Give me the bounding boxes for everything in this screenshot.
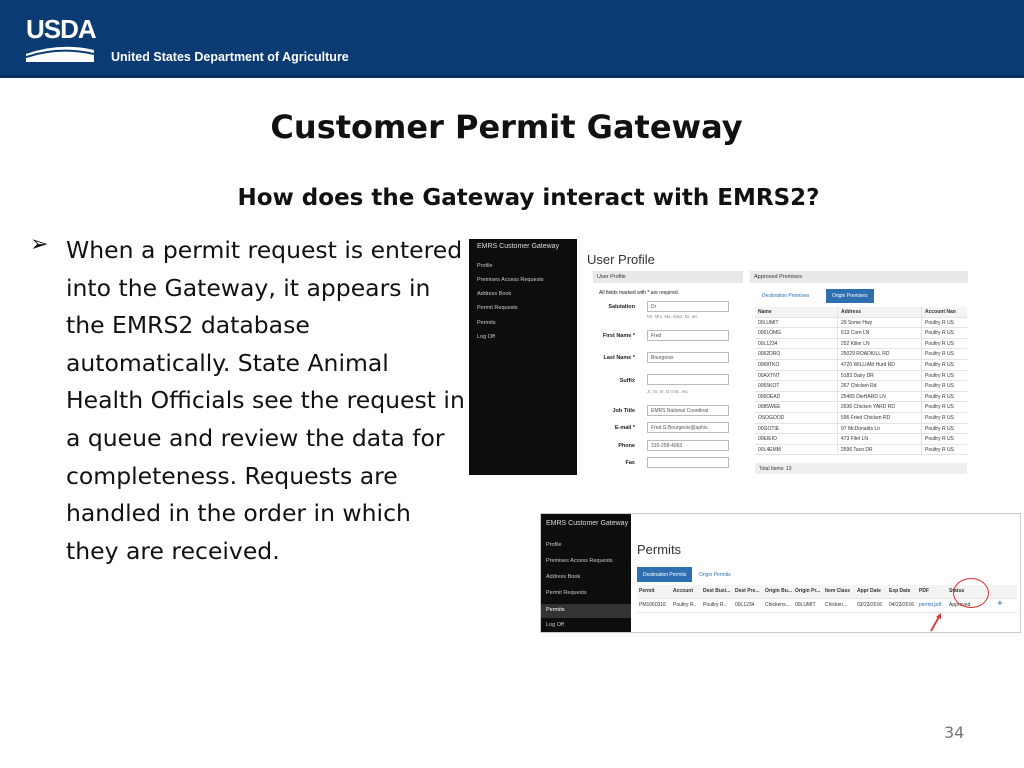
column-header[interactable]: Dest Busi... bbox=[703, 588, 731, 594]
column-header[interactable]: Account bbox=[673, 588, 693, 594]
page-number: 34 bbox=[944, 723, 965, 742]
suffix-field[interactable] bbox=[647, 374, 729, 385]
table-row[interactable] bbox=[755, 434, 967, 445]
tab-destination-permits[interactable]: Destination Permits bbox=[637, 567, 692, 582]
slide-subtitle: How does the Gateway interact with EMRS2? bbox=[237, 185, 820, 211]
salutation-field[interactable]: Dr bbox=[647, 301, 729, 312]
table-cell: 00L1234 bbox=[735, 602, 755, 608]
gateway-brand: EMRS Customer Gateway bbox=[477, 243, 560, 250]
sidebar-item-permit-requests[interactable]: Permit Requests bbox=[477, 305, 518, 311]
premises-name-cell: 00LUMIT bbox=[758, 319, 779, 326]
permit-pdf-link[interactable]: permit.pdf bbox=[919, 602, 942, 608]
column-header[interactable]: Origin Pr... bbox=[795, 588, 821, 594]
permits-heading: Permits bbox=[637, 542, 682, 557]
premises-address-cell: 267 Chicken Rd bbox=[837, 381, 921, 391]
column-header-address[interactable]: Address bbox=[837, 307, 921, 317]
premises-name-cell: 00GOTIE bbox=[758, 425, 780, 432]
table-cell: 00LUMIT bbox=[795, 602, 816, 608]
premises-account-cell: Poultry R US bbox=[921, 349, 967, 359]
tab-origin-premises[interactable]: Origin Premises bbox=[826, 289, 874, 303]
sidebar-item-profile[interactable]: Profile bbox=[546, 542, 562, 548]
sidebar-item-permits[interactable]: Permits bbox=[477, 320, 496, 326]
table-cell: Chickens... bbox=[765, 602, 790, 608]
first-name-label: First Name * bbox=[602, 333, 635, 339]
table-row[interactable] bbox=[755, 328, 967, 339]
email-field[interactable]: Fred.G.Bourgeois@aphis. bbox=[647, 422, 729, 433]
sidebar-item-permit-requests[interactable]: Permit Requests bbox=[546, 590, 587, 596]
column-header[interactable]: Appr Date bbox=[857, 588, 881, 594]
column-header-account[interactable]: Account Nan bbox=[921, 307, 967, 317]
bullet-arrow-icon: ➢ bbox=[30, 232, 49, 257]
premises-name-cell: 0085WEE bbox=[758, 404, 781, 411]
add-icon[interactable]: + bbox=[997, 599, 1003, 607]
premises-address-cell: 97 McDonalds Ln bbox=[837, 424, 921, 434]
status-cell: Approved bbox=[949, 602, 971, 608]
table-row[interactable] bbox=[755, 392, 967, 403]
suffix-hint: Jr, Sr, III, D.V.M., etc bbox=[647, 389, 688, 394]
column-header[interactable]: Status bbox=[949, 588, 965, 594]
sidebar-item-premises-access[interactable]: Premises Access Requests bbox=[477, 277, 544, 283]
premises-account-cell: Poultry R US bbox=[921, 339, 967, 349]
premises-name-cell: 00AXTNT bbox=[758, 372, 780, 379]
gateway-sidebar bbox=[541, 514, 631, 632]
status-highlight-circle bbox=[953, 578, 989, 608]
premises-address-cell: 25465 DieHARD LN bbox=[837, 392, 921, 402]
premises-account-cell: Poultry R US bbox=[921, 413, 967, 423]
gateway-brand: EMRS Customer Gateway bbox=[546, 520, 629, 527]
sidebar-item-profile[interactable]: Profile bbox=[477, 263, 493, 269]
table-header-row bbox=[755, 307, 967, 318]
premises-address-cell: 252 Killer LN bbox=[837, 339, 921, 349]
usda-logo-text: USDA bbox=[26, 14, 96, 44]
slide-title: Customer Permit Gateway bbox=[270, 108, 743, 146]
email-label: E-mail * bbox=[614, 425, 635, 431]
user-profile-panel-header: User Profile bbox=[593, 271, 743, 283]
column-header[interactable]: Dest Pre... bbox=[735, 588, 760, 594]
tab-destination-premises[interactable]: Destination Premises bbox=[762, 293, 810, 299]
premises-name-cell: 00L1234 bbox=[758, 340, 778, 347]
premises-address-cell: 25029 ROADKILL RD bbox=[837, 349, 921, 359]
table-row[interactable] bbox=[755, 349, 967, 360]
sidebar-item-address-book[interactable]: Address Book bbox=[546, 574, 581, 580]
table-cell: PM1060316 bbox=[639, 602, 666, 608]
last-name-label: Last Name * bbox=[603, 355, 635, 361]
premises-address-cell: 5183 Dairy DR bbox=[837, 371, 921, 381]
table-cell: Chicken... bbox=[825, 602, 848, 608]
premises-address-cell: 2636 Chicken YARD RD bbox=[837, 402, 921, 412]
table-row[interactable] bbox=[755, 413, 967, 424]
arrow-icon bbox=[929, 612, 943, 632]
premises-address-cell: 29 Some Hwy bbox=[837, 318, 921, 328]
premises-name-cell: 00EIEIO bbox=[758, 436, 777, 443]
approved-premises-header: Approved Premises bbox=[750, 271, 968, 283]
permits-screenshot bbox=[540, 513, 1021, 633]
premises-account-cell: Poultry R US bbox=[921, 328, 967, 338]
premises-name-cell: OSOGOOD bbox=[758, 414, 785, 421]
usda-swoosh-icon bbox=[26, 44, 94, 62]
total-items: Total Items: 13 bbox=[755, 463, 967, 474]
department-name: United States Department of Agriculture bbox=[111, 50, 349, 64]
premises-name-cell: 006DEAD bbox=[758, 393, 781, 400]
premises-account-cell: Poultry R US bbox=[921, 402, 967, 412]
table-cell: Poultry R.. bbox=[673, 602, 697, 608]
first-name-field[interactable]: Fred bbox=[647, 330, 729, 341]
fax-field[interactable] bbox=[647, 457, 729, 468]
fax-label: Fax bbox=[625, 460, 635, 466]
tab-origin-permits[interactable]: Origin Permits bbox=[699, 572, 731, 578]
column-header[interactable]: Exp Date bbox=[889, 588, 911, 594]
column-header[interactable]: Permit bbox=[639, 588, 655, 594]
table-row[interactable] bbox=[755, 381, 967, 392]
premises-address-cell: 613 Corn LN bbox=[837, 328, 921, 338]
job-title-label: Job Title bbox=[612, 408, 635, 414]
table-row[interactable] bbox=[755, 371, 967, 382]
salutation-label: Salutation bbox=[608, 304, 635, 310]
table-row[interactable] bbox=[755, 402, 967, 413]
premises-account-cell: Poultry R US bbox=[921, 434, 967, 444]
premises-account-cell: Poultry R US bbox=[921, 424, 967, 434]
salutation-hint: Mr, Mrs, Ms, Miss, Dr, etc bbox=[647, 314, 698, 319]
column-header[interactable]: Item Class bbox=[825, 588, 851, 594]
user-profile-heading: User Profile bbox=[587, 252, 655, 267]
phone-label: Phone bbox=[618, 443, 635, 449]
premises-account-cell: Poultry R US bbox=[921, 445, 967, 455]
table-cell: 03/23/2016 bbox=[857, 602, 883, 608]
job-title-field[interactable]: EMRS National Coordinat bbox=[647, 405, 729, 416]
premises-name-cell: 0062DRO bbox=[758, 351, 781, 358]
usda-banner bbox=[0, 0, 1024, 78]
premises-account-cell: Poultry R US bbox=[921, 381, 967, 391]
table-row[interactable] bbox=[755, 360, 967, 371]
required-note: All fields marked with * are required. bbox=[599, 290, 680, 296]
table-row[interactable] bbox=[755, 339, 967, 350]
premises-account-cell: Poultry R US bbox=[921, 371, 967, 381]
user-profile-screenshot bbox=[469, 239, 969, 475]
premises-address-cell: 596 Fried Chicken RD bbox=[837, 413, 921, 423]
premises-address-cell: 473 Filet LN bbox=[837, 434, 921, 444]
premises-account-cell: Poultry R US bbox=[921, 360, 967, 370]
sidebar-item-address-book[interactable]: Address Book bbox=[477, 291, 512, 297]
column-header[interactable]: Origin Bu... bbox=[765, 588, 792, 594]
premises-address-cell: 4720 WILLIAM Hurd RD bbox=[837, 360, 921, 370]
usda-logo bbox=[26, 14, 96, 64]
gateway-sidebar bbox=[469, 239, 577, 475]
last-name-field[interactable]: Bourgeois bbox=[647, 352, 729, 363]
premises-address-cell: 2596 Taco DR bbox=[837, 445, 921, 455]
premises-name-cell: 0068TKO bbox=[758, 361, 780, 368]
suffix-label: Suffix bbox=[619, 378, 635, 384]
table-cell: 04/23/2016 bbox=[889, 602, 915, 608]
column-header-name[interactable]: Name bbox=[758, 309, 772, 315]
phone-field[interactable]: 310-258-4063 bbox=[647, 440, 729, 451]
sidebar-item-permits[interactable]: Permits bbox=[541, 604, 631, 618]
column-header[interactable]: PDF bbox=[919, 588, 929, 594]
premises-account-cell: Poultry R US bbox=[921, 318, 967, 328]
premises-name-cell: 00L4EMM bbox=[758, 446, 781, 453]
sidebar-item-log-off[interactable]: Log Off bbox=[477, 334, 495, 340]
table-row[interactable] bbox=[755, 424, 967, 435]
sidebar-item-premises-access[interactable]: Premises Access Requests bbox=[546, 558, 613, 564]
premises-table bbox=[755, 307, 967, 455]
sidebar-item-log-off[interactable]: Log Off bbox=[546, 622, 564, 628]
premises-account-cell: Poultry R US bbox=[921, 392, 967, 402]
table-cell: Poultry R.. bbox=[703, 602, 727, 608]
premises-name-cell: 0061OMG bbox=[758, 330, 782, 337]
bullet-text: When a permit request is entered into the Gateway, it appears in the EMRS2 database automatically. State Animal Health Officials see the request in a queue and review the data for completeness. Requests are handled in the order in which they are received. bbox=[66, 236, 465, 565]
premises-name-cell: 0065KOT bbox=[758, 383, 780, 390]
table-row[interactable] bbox=[755, 445, 967, 456]
table-row[interactable] bbox=[755, 318, 967, 329]
